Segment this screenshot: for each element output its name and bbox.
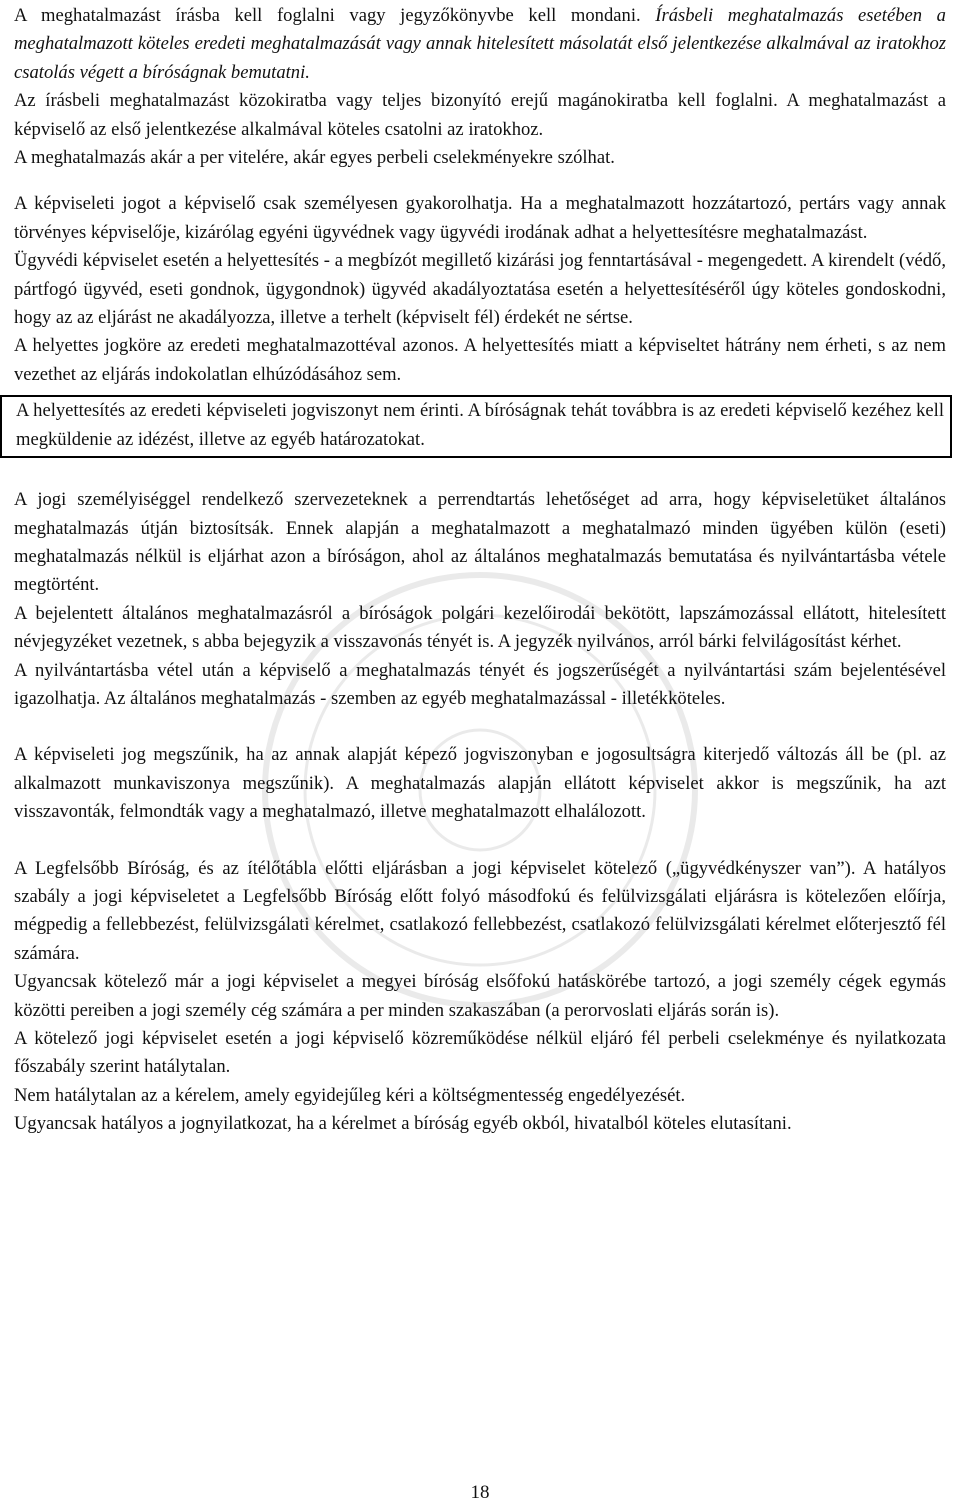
paragraph-13: Ugyancsak kötelező már a jogi képviselet a megyei bíróság elsőfokú hatáskörébe tartozó, a jogi személy cégek egymás közötti pereiben a jogi személy cég számára a per minden szakaszában (a perorvoslati eljárás során is). xyxy=(14,971,946,1021)
paragraph-12: A Legfelsőbb Bíróság, és az ítélőtábla előtti eljárásban a jogi képviselet kötelező („ügyvédkényszer van”). A hatályos szabály a jogi képviseletet a Legfelsőbb Bíróság előtt folyó másodfokú és felülvizsgálati eljárásra is kötelezően előírja, mégpedig a fellebbezést, felülvizsgálati kérelmet, csatlakozó fellebbezést, csatlakozó felülvizsgálati kérelmet előterjesztő fél számára. xyxy=(14,857,946,964)
paragraph-15: Nem hatálytalan az a kérelem, amely egyidejűleg kéri a költségmentesség engedélyezését. xyxy=(14,1084,686,1106)
paragraph-6: A helyettes jogköre az eredeti meghatalmazottéval azonos. A helyettesítés miatt a képviseltet hátrány nem érheti, s az nem vezethet az eljárás indokolatlan elhúzódásához sem. xyxy=(14,335,946,385)
paragraph-4: A képviseleti jogot a képviselő csak személyesen gyakorolhatja. Ha a meghatalmazott hozzátartozó, pertárs vagy annak törvényes képviselője, kizárólag egyéni ügyvédnek vagy ügyvédi irodának adhat a helyettesítésre meghatalmazást. xyxy=(14,193,946,243)
paragraph-9: A bejelentett általános meghatalmazásról a bíróságok polgári kezelőirodái bekötött, lapszámozással ellátott, hitelesített névjegyzéket vezetnek, s abba bejegyzik a visszavonás tényét is. A jegyzék nyilvános, arról bárki felvilágosítást kérhet. xyxy=(14,602,946,653)
paragraph-3: A meghatalmazás akár a per vitelére, akár egyes perbeli cselekményekre szólhat. xyxy=(14,147,615,169)
document-body xyxy=(14,2,946,1139)
paragraph-5: Ügyvédi képviselet esetén a helyettesítés - a megbízót megillető kizárási jog fenntartásával - megengedett. A kirendelt (védő, pártfogó ügyvéd, eseti gondnok, ügygondnok) ügyvéd akadályoztatása esetén a helyettesítéséről úgy köteles gondoskodni, hogy az az eljárást ne akadályozza, illetve a terhelt (képviselt fél) érdekét ne sértse. xyxy=(14,250,946,329)
paragraph-11: A képviseleti jog megszűnik, ha az annak alapját képező jogviszonyban e jogosultságra kiterjedő változás áll be (pl. az alkalmazott munkaviszonya megszűnik). A meghatalmazás alapján ellátott képviselet akkor is megszűnik, ha azt visszavonták, felmondták vagy a meghatalmazó, illetve meghatalmazott elhalálozott. xyxy=(14,744,946,823)
paragraph-16: Ugyancsak hatályos a jognyilatkozat, ha a kérelmet a bíróság egyéb okból, hivatalból köteles elutasítani. xyxy=(14,1113,792,1135)
paragraph-2: Az írásbeli meghatalmazást közokiratba vagy teljes bizonyító erejű magánokiratba kell foglalni. A meghatalmazást a képviselő az első jelentkezése alkalmával köteles csatolni az iratokhoz. xyxy=(14,90,946,140)
paragraph-10: A nyilvántartásba vétel után a képviselő a meghatalmazás tényét és jogszerűségét a nyilvántartási szám bejelentésével igazolhatja. Az általános meghatalmazás - szemben az egyéb meghatalmazással - illetékköteles. xyxy=(14,659,946,709)
boxed-paragraph: A helyettesítés az eredeti képviseleti jogviszonyt nem érinti. A bíróságnak tehát továbbra is az eredeti képviselő kezéhez kell megküldenie az idézést, illetve az egyéb határozatokat. xyxy=(0,395,952,458)
paragraph-8: A jogi személyiséggel rendelkező szervezeteknek a perrendtartás lehetőséget ad arra, hogy képviseletüket általános meghatalmazás útján biztosítsák. Ennek alapján a meghatalmazott a meghatalmazó minden ügyében külön (eseti) meghatalmazás nélkül is eljárhat azon a bíróságon, ahol az általános meghatalmazás bemutatása és nyilvántartásba vétele megtörtént. xyxy=(14,489,946,596)
paragraph-1-italic: Írásbeli meghatalmazás esetében a meghatalmazott köteles eredeti meghatalmazását vagy annak hitelesített másolatát első jelentkezése alkalmával az iratokhoz csatolás végett a bíróságnak bemutatni. xyxy=(14,5,946,83)
page-number: 18 xyxy=(470,1482,490,1503)
paragraph-1-plain: A meghatalmazást írásba kell foglalni vagy jegyzőkönyvbe kell mondani. xyxy=(14,5,656,26)
paragraph-1 xyxy=(14,2,946,87)
paragraph-14: A kötelező jogi képviselet esetén a jogi képviselő közreműködése nélkül eljáró fél perbeli cselekménye és nyilatkozata főszabály szerint hatálytalan. xyxy=(14,1028,946,1078)
